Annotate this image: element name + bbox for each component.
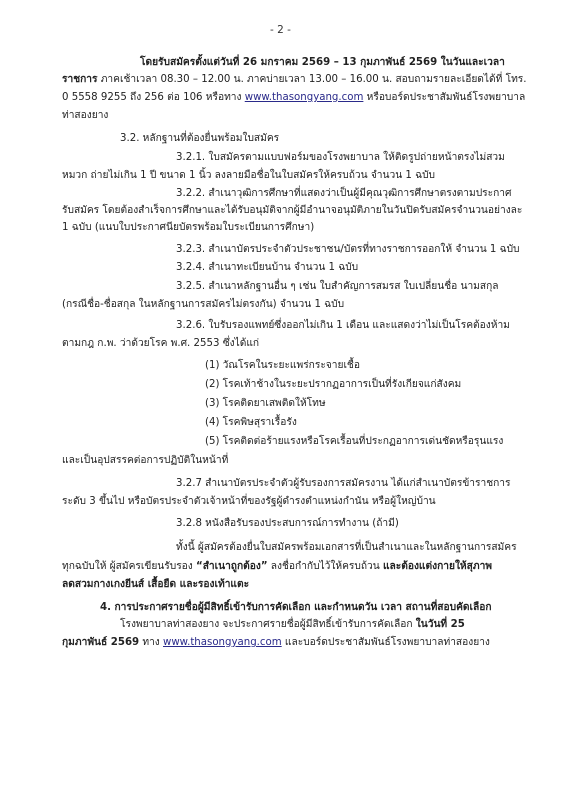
item-3-2-3: 3.2.3. สำเนาบัตรประจำตัวประชาชน/บัตรที่ทางราชการออกให้ จำนวน 1 ฉบับ bbox=[176, 244, 520, 255]
disease-tail: และเป็นอุปสรรคต่อการปฏิบัติในหน้าที่ bbox=[62, 455, 229, 466]
page-number: - 2 - bbox=[270, 24, 291, 36]
note-line-3: ลดสวมกางเกงยีนส์ เสื้อยืด และรองเท้าแตะ bbox=[62, 579, 250, 590]
website-link[interactable]: www.thasongyang.com bbox=[163, 637, 282, 648]
intro-line-4: ท่าสองยาง bbox=[62, 110, 109, 121]
section-4-line-1 bbox=[120, 619, 465, 631]
disease-item: (2) โรคเท้าช้างในระยะปรากฏอาการเป็นที่รังเกียจแก่สังคม bbox=[205, 379, 462, 390]
section-4-line-2 bbox=[62, 637, 490, 649]
item-3-2-2-line-1: 3.2.2. สำเนาวุฒิการศึกษาที่แสดงว่าเป็นผู้มีคุณวุฒิการศึกษาตรงตามประกาศ bbox=[176, 188, 512, 199]
section-4-date: ในวันที่ 25 bbox=[415, 619, 465, 630]
intro-line-2-rest: ภาคเช้าเวลา 08.30 – 12.00 น. ภาคบ่ายเวลา 13.00 – 16.00 น. สอบถามรายละเอียดได้ที่ โทร. bbox=[97, 74, 527, 85]
section-4-line-2-mid: ทาง bbox=[139, 637, 164, 648]
item-3-2-1-line-2: หมวก ถ่ายไม่เกิน 1 ปี ขนาด 1 นิ้ว ลงลายมือชื่อในใบสมัครให้ครบถ้วน จำนวน 1 ฉบับ bbox=[62, 170, 435, 181]
note-certified-copy: “สำเนาถูกต้อง” bbox=[196, 561, 268, 572]
note-line-1: ทั้งนี้ ผู้สมัครต้องยื่นใบสมัครพร้อมเอกสารที่เป็นสำเนาและในหลักฐานการสมัคร bbox=[176, 542, 517, 553]
intro-line-2 bbox=[62, 74, 527, 86]
item-3-2-2-line-3: 1 ฉบับ (แนบใบประกาศนียบัตรพร้อมใบระเบียนการศึกษา) bbox=[62, 222, 315, 233]
item-3-2-7-line-2: ระดับ 3 ขึ้นไป หรือบัตรประจำตัวเจ้าหน้าที่ของรัฐผู้ดำรงตำแหน่งกำนัน หรือผู้ใหญ่บ้าน bbox=[62, 496, 436, 507]
section-4-line-2-post: และบอร์ดประชาสัมพันธ์โรงพยาบาลท่าสองยาง bbox=[281, 637, 490, 648]
website-link[interactable]: www.thasongyang.com bbox=[244, 92, 364, 103]
disease-item: (3) โรคติดยาเสพติดให้โทษ bbox=[205, 398, 326, 409]
section-4-line-1-pre: โรงพยาบาลท่าสองยาง จะประกาศรายชื่อผู้มีสิทธิ์เข้ารับการคัดเลือก bbox=[120, 619, 416, 630]
note-dress-code: และต้องแต่งกายให้สุภาพ bbox=[382, 561, 493, 572]
note-line-2-mid: ลงชื่อกำกับไว้ให้ครบถ้วน bbox=[267, 561, 383, 572]
item-3-2-6-line-1: 3.2.6. ใบรับรองแพทย์ซึ่งออกไม่เกิน 1 เดือน และแสดงว่าไม่เป็นโรคต้องห้าม bbox=[176, 320, 510, 331]
item-3-2-1-line-1: 3.2.1. ใบสมัครตามแบบฟอร์มของโรงพยาบาล ให้ติดรูปถ่ายหน้าตรงไม่สวม bbox=[176, 152, 505, 163]
item-3-2-4: 3.2.4. สำเนาทะเบียนบ้าน จำนวน 1 ฉบับ bbox=[176, 262, 359, 273]
disease-item: (5) โรคติดต่อร้ายแรงหรือโรคเรื้อนที่ประกฏอาการเด่นชัดหรือรุนแรง bbox=[205, 436, 504, 447]
item-3-2-2-line-2: รับสมัคร โดยต้องสำเร็จการศึกษาและได้รับอนุมัติจากผู้มีอำนาจอนุมัติภายในวันปิดรับสมัครจำนวนอย่างละ bbox=[62, 205, 523, 216]
intro-line-1: โดยรับสมัครตั้งแต่วันที่ 26 มกราคม 2569 – 13 กุมภาพันธ์ 2569 ในวันและเวลา bbox=[140, 57, 505, 68]
item-3-2-7-line-1: 3.2.7 สำเนาบัตรประจำตัวผู้รับรองการสมัครงาน ได้แก่สำเนาบัตรข้าราชการ bbox=[176, 478, 511, 489]
disease-item: (1) วัณโรคในระยะแพร่กระจายเชื้อ bbox=[205, 360, 360, 371]
section-4-month: กุมภาพันธ์ 2569 bbox=[62, 637, 140, 648]
section-3-2-heading: 3.2. หลักฐานที่ต้องยื่นพร้อมใบสมัคร bbox=[120, 133, 280, 144]
intro-line-3-post: หรือบอร์ดประชาสัมพันธ์โรงพยาบาล bbox=[363, 92, 526, 103]
item-3-2-6-line-2: ตามกฎ ก.พ. ว่าด้วยโรค พ.ศ. 2553 ซึ่งได้แก่ bbox=[62, 338, 260, 349]
item-3-2-5-line-2: (กรณีชื่อ-ชื่อสกุล ในหลักฐานการสมัครไม่ตรงกัน) จำนวน 1 ฉบับ bbox=[62, 299, 345, 310]
note-line-2 bbox=[62, 561, 492, 573]
intro-line-3 bbox=[62, 92, 525, 104]
section-4-heading: 4. การประกาศรายชื่อผู้มีสิทธิ์เข้ารับการคัดเลือก และกำหนดวัน เวลา สถานที่สอบคัดเลือก bbox=[100, 602, 492, 613]
disease-item: (4) โรคพิษสุราเรื้อรัง bbox=[205, 417, 297, 428]
note-line-2-pre: ทุกฉบับให้ ผู้สมัครเขียนรับรอง bbox=[62, 561, 196, 572]
intro-line-3-pre: 0 5558 9255 ถึง 256 ต่อ 106 หรือทาง bbox=[62, 92, 245, 103]
item-3-2-8: 3.2.8 หนังสือรับรองประสบการณ์การทำงาน (ถ้ามี) bbox=[176, 518, 399, 529]
item-3-2-5-line-1: 3.2.5. สำเนาหลักฐานอื่น ๆ เช่น ใบสำคัญการสมรส ใบเปลี่ยนชื่อ นามสกุล bbox=[176, 281, 499, 292]
intro-line-2-bold: ราชการ bbox=[62, 74, 98, 85]
